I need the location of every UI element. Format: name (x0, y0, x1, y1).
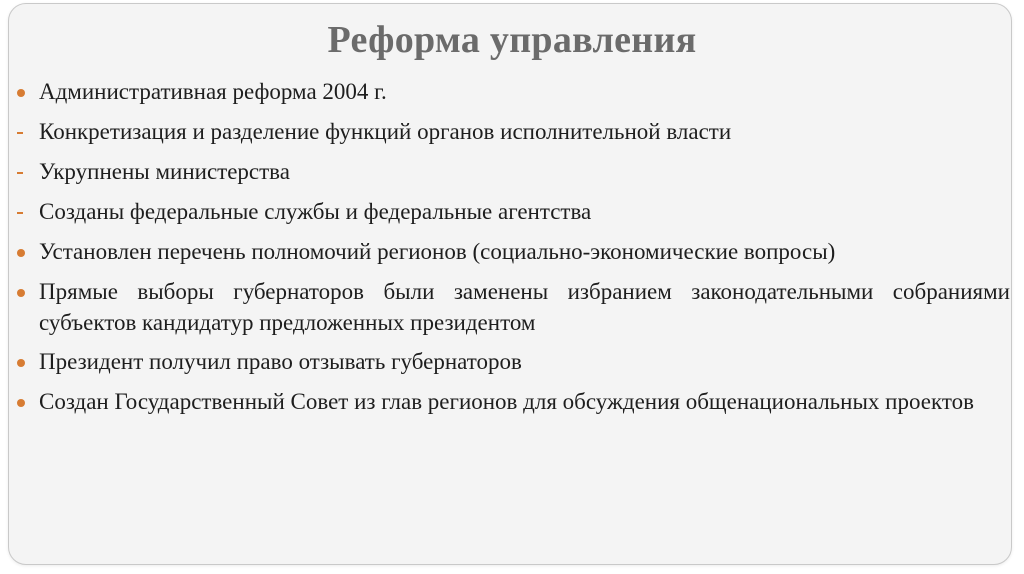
list-item (14, 196, 1010, 228)
list-item-text: Установлен перечень полномочий регионов (социально-экономические вопросы) (39, 239, 836, 264)
bullet-icon (14, 346, 36, 378)
list-item (14, 386, 1010, 417)
list-item (14, 156, 1010, 188)
list-item-text: Укрупнены министерства (39, 159, 290, 184)
list-item (14, 76, 1010, 108)
list-item-text: Прямые выборы губернаторов были заменены избранием законодательными собраниями субъектов кандидатур предложенных президентом (39, 279, 1010, 335)
bullet-icon (14, 236, 36, 268)
dash-icon (14, 156, 36, 188)
list-item (14, 236, 1010, 268)
list-item (14, 276, 1010, 338)
list-item-text: Административная реформа 2004 г. (39, 79, 387, 104)
bullet-list (14, 76, 1010, 425)
list-item (14, 116, 1010, 148)
bullet-icon (14, 386, 36, 418)
list-item (14, 346, 1010, 378)
slide-title: Реформа управления (327, 19, 697, 61)
dash-icon (14, 196, 36, 228)
dash-icon (14, 116, 36, 148)
bullet-icon (14, 276, 36, 308)
bullet-icon (14, 76, 36, 108)
list-item-text: Созданы федеральные службы и федеральные агентства (39, 199, 592, 224)
list-item-text: Президент получил право отзывать губернаторов (39, 349, 522, 374)
list-item-text: Конкретизация и разделение функций органов исполнительной власти (39, 119, 732, 144)
list-item-text: Создан Государственный Совет из глав регионов для обсуждения общенациональных проектов (39, 389, 974, 414)
